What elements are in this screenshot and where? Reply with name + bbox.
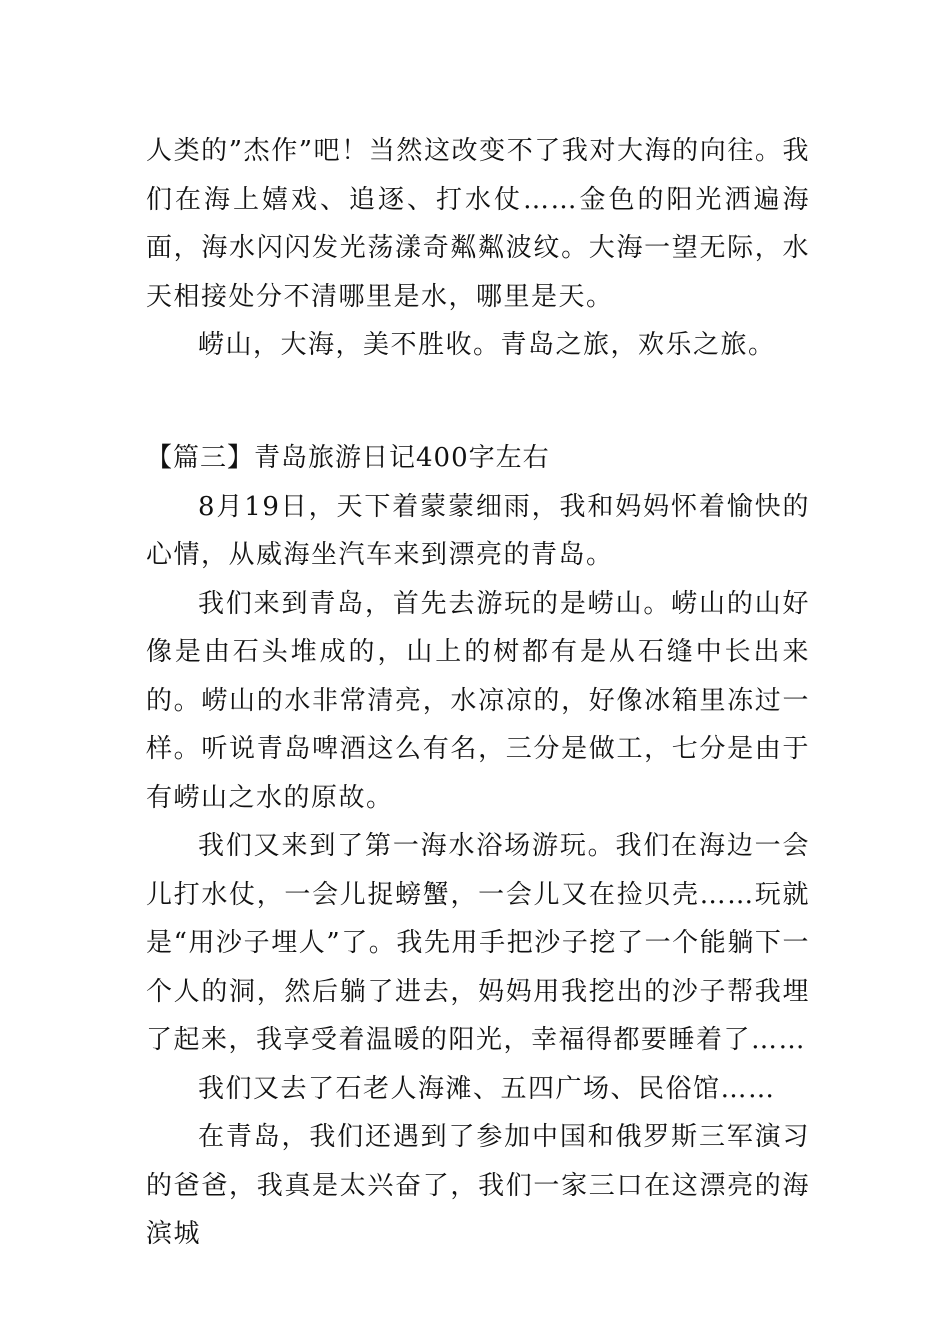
paragraph: 8月19日，天下着蒙蒙细雨，我和妈妈怀着愉快的心情，从威海坐汽车来到漂亮的青岛。 — [146, 491, 810, 570]
paragraph: 我们又来到了第一海水浴场游玩。我们在海边一会儿打水仗，一会儿捉螃蟹，一会儿又在捡贝壳……玩就是“用沙子埋人”了。我先用手把沙子挖了一个能躺下一个人的洞，然后躺了进去，妈妈用我挖出的沙子帮我埋了起来，我享受着温暖的阳光，幸福得都要睡着了…… — [146, 831, 810, 1055]
paragraph: 在青岛，我们还遇到了参加中国和俄罗斯三军演习的爸爸，我真是太兴奋了，我们一家三口在这漂亮的海滨城 — [146, 1122, 810, 1249]
section-heading: 【篇三】青岛旅游日记400字左右 — [146, 443, 550, 473]
section-continuation — [146, 127, 810, 370]
paragraph: 崂山，大海，美不胜收。青岛之旅，欢乐之旅。 — [198, 330, 776, 360]
paragraph: 人类的”杰作”吧！当然这改变不了我对大海的向往。我们在海上嬉戏、追逐、打水仗……金色的阳光洒遍海面，海水闪闪发光荡漾奇粼粼波纹。大海一望无际，水天相接处分不清哪里是水，哪里是天。 — [146, 136, 810, 312]
section-three — [146, 434, 810, 1259]
paragraph: 我们又去了石老人海滩、五四广场、民俗馆…… — [198, 1073, 776, 1104]
paragraph: 我们来到青岛，首先去游玩的是崂山。崂山的山好像是由石头堆成的，山上的树都有是从石缝中长出来的。崂山的水非常清亮，水凉凉的，好像冰箱里冻过一样。听说青岛啤酒这么有名，三分是做工，七分是由于有崂山之水的原故。 — [146, 588, 810, 813]
